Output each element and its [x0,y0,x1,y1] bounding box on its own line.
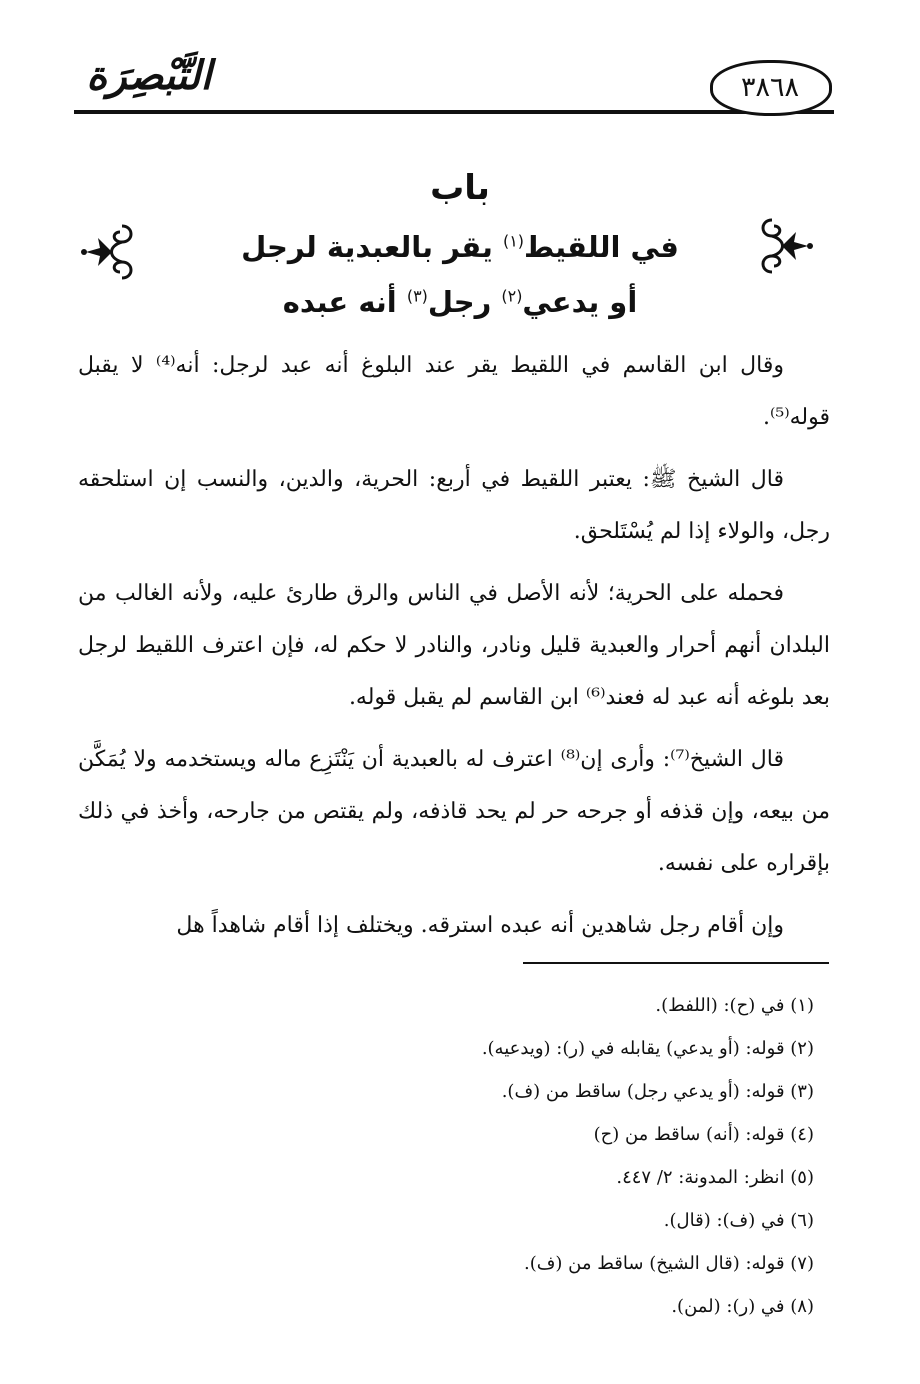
footnotes [78,984,818,1328]
footnote-separator [523,962,829,964]
page-header [74,46,834,126]
title-segment: يقر بالعبدية لرجل [241,230,504,264]
footnote-ref: (١) [503,231,525,251]
footnote-ref: (٢) [501,286,523,306]
footnote: (٦) في (ف): (قال). [663,1210,814,1231]
chapter-heading-bab: باب [430,168,490,208]
title-segment: أو يدعي [522,285,638,319]
footnote: (٣) قوله: (أو يدعي رجل) ساقط من (ف). [501,1081,814,1102]
paragraph: فحمله على الحرية؛ لأنه الأصل في الناس والرق طارئ عليه، ولأنه الغالب من البلدان أنهم أحرار والعبدية قليل ونادر، والنادر لا حكم له، فإن اعترف اللقيط لرجل بعد بلوغه أنه عبد له فعند⁽⁶⁾ ابن القاسم لم يقبل قوله. [78,581,830,710]
footnote: (٤) قوله: (أنه) ساقط من (ح) [593,1124,814,1145]
ornament-left-icon [78,212,142,292]
paragraph: قال الشيخ ﷺ: يعتبر اللقيط في أربع: الحرية، والدين، والنسب إن استلحقه رجل، والولاء إذا لم يُسْتَلحق. [78,467,830,544]
title-segment: في اللقيط [524,230,679,264]
paragraph: وقال ابن القاسم في اللقيط يقر عند البلوغ أنه عبد لرجل: أنه⁽⁴⁾ لا يقبل قوله⁽⁵⁾. [78,353,830,430]
footnote: (٨) في (ر): (لمن). [671,1296,814,1317]
book-title-logo: التَّبْصِرَة [86,52,212,99]
title-segment: رجل [427,285,502,319]
title-segment: أنه عبده [282,285,407,319]
main-text [78,340,830,962]
footnote-ref: (٣) [406,286,428,306]
footnote: (١) في (ح): (اللفط). [655,995,814,1016]
page-number: ٣٨٦٨ [740,72,799,103]
header-rule [74,110,834,114]
footnote: (٧) قوله: (قال الشيخ) ساقط من (ف). [524,1253,814,1274]
paragraph: قال الشيخ⁽⁷⁾: وأرى إن⁽⁸⁾ اعترف له بالعبدية أن يَنْتَزِع ماله ويستخدمه ولا يُمَكَّن من بيعه، وإن قذفه أو جرحه حر لم يحد قاذفه، ولم يقتص من جارحه، وأخذ في ذلك بإقراره على نفسه. [78,747,830,876]
paragraph: وإن أقام رجل شاهدين أنه عبده استرقه. ويختلف إذا أقام شاهداً هل [176,913,784,938]
footnote: (٢) قوله: (أو يدعي) يقابله في (ر): (ويدعيه). [481,1038,814,1059]
ornament-right-icon [752,206,816,286]
footnote: (٥) انظر: المدونة: ٢/ ٤٤٧. [616,1167,814,1188]
